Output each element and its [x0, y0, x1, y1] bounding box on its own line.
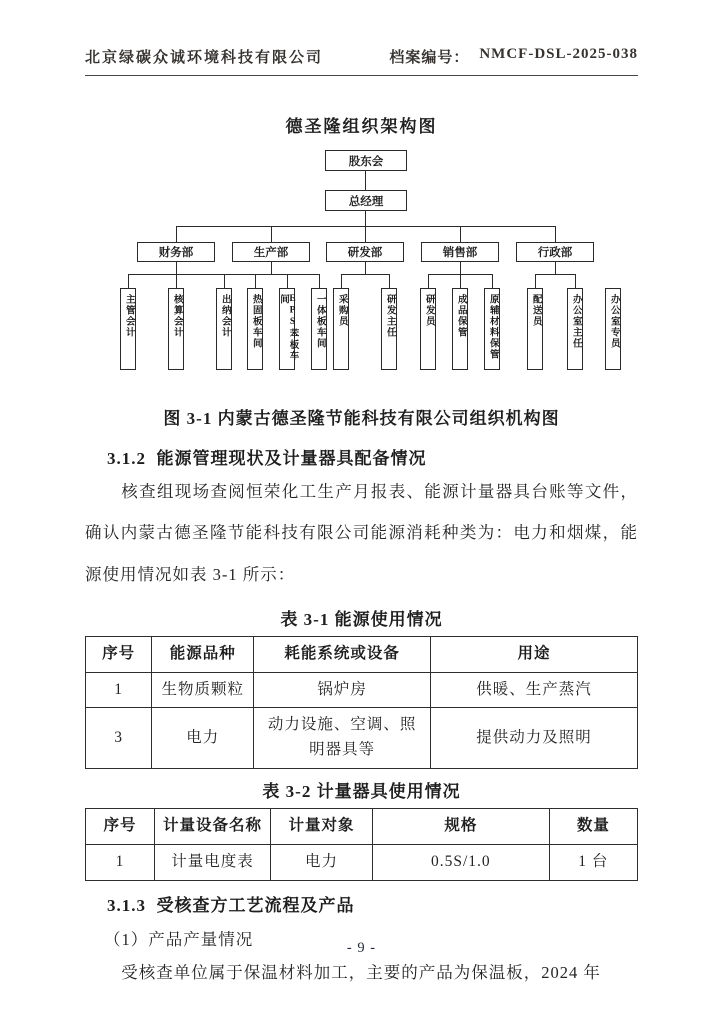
org-node-child: [120, 288, 136, 370]
connector-line: [492, 274, 493, 288]
org-node-child: [278, 288, 298, 370]
org-node-dept-sales: 销售部: [421, 242, 499, 262]
connector-line: [176, 274, 177, 288]
connector-line: [365, 262, 366, 274]
org-node-child: [484, 288, 500, 370]
table-header-cell: 耗能系统或设备: [254, 636, 431, 672]
table-row: [86, 844, 638, 880]
connector-line: [555, 226, 556, 242]
connector-line: [575, 274, 576, 288]
org-node-child: [381, 288, 397, 370]
org-node-child-label: 办公室主任: [570, 294, 581, 349]
org-node-child-label: 采购员: [336, 294, 347, 327]
connector-line: [287, 274, 288, 288]
connector-line: [176, 262, 177, 274]
table-row: [86, 708, 638, 769]
table-header-cell: 规格: [373, 808, 550, 844]
connector-line: [341, 274, 389, 275]
connector-line: [176, 226, 177, 242]
connector-line: [460, 274, 461, 288]
org-chart: [85, 108, 638, 408]
org-node-child: [605, 288, 621, 370]
connector-line: [365, 226, 366, 242]
org-node-dept-production: 生产部: [232, 242, 310, 262]
org-node-child-label: EPS苯板车间: [278, 294, 298, 362]
org-node-child-label: 热固板车间: [250, 294, 261, 349]
table-cell: 供暖、生产蒸汽: [430, 672, 637, 708]
connector-line: [341, 274, 342, 288]
connector-line: [271, 226, 272, 242]
table-3-1-title: 表 3-1 能源使用情况: [280, 609, 443, 629]
table-header-row: [86, 808, 638, 844]
table-cell: 锅炉房: [254, 672, 431, 708]
org-node-child: [527, 288, 543, 370]
connector-line: [365, 211, 366, 226]
connector-line: [319, 274, 320, 288]
org-node-child: [168, 288, 184, 370]
table-3-2-title: 表 3-2 计量器具使用情况: [262, 781, 461, 801]
section-heading-313: 3.1.3 受核查方工艺流程及产品: [107, 895, 355, 915]
connector-line: [460, 226, 461, 242]
table-cell: 1 台: [549, 844, 637, 880]
table-cell: 动力设施、空调、照明器具等: [254, 708, 431, 769]
connector-line: [128, 274, 129, 288]
company-name: 北京绿碳众诚环境科技有限公司: [85, 50, 324, 66]
org-node-child-label: 研发主任: [384, 294, 395, 338]
paragraph-312: 核查组现场查阅恒荣化工生产月报表、能源计量器具台账等文件，确认内蒙古德圣隆节能科技有限公司能源消耗种类为：电力和烟煤，能源使用情况如表 3-1 所示：: [85, 482, 638, 584]
table-header-cell: 能源品种: [152, 636, 254, 672]
connector-line: [223, 274, 319, 275]
org-node-dept-admin: 行政部: [516, 242, 594, 262]
table-header-cell: 计量对象: [270, 808, 372, 844]
connector-line: [224, 274, 225, 288]
org-node-child: [247, 288, 263, 370]
org-node-child: [567, 288, 583, 370]
org-node-child-label: 一体板车间: [314, 294, 325, 349]
archive-label: 档案编号：: [389, 50, 470, 66]
connector-line: [428, 274, 429, 288]
org-node-child-label: 核算会计: [171, 294, 182, 338]
org-node-child: [216, 288, 232, 370]
org-node-shareholders: 股东会: [325, 150, 407, 171]
org-node-child: [311, 288, 327, 370]
table-cell: 0.5S/1.0: [373, 844, 550, 880]
org-node-child: [333, 288, 349, 370]
archive-number: NMCF-DSL-2025-038: [479, 46, 638, 62]
connector-line: [389, 274, 390, 288]
table-header-cell: 数量: [549, 808, 637, 844]
table-cell: 1: [86, 844, 155, 880]
table-header-cell: 序号: [86, 636, 152, 672]
connector-line: [271, 262, 272, 274]
table-row: [86, 672, 638, 708]
connector-line: [535, 274, 575, 275]
connector-line: [535, 274, 536, 288]
paragraph-313: 受核查单位属于保温材料加工，主要的产品为保温板，2024 年: [121, 962, 601, 982]
org-node-child-label: 办公室专员: [608, 294, 619, 349]
table-cell: 提供动力及照明: [430, 708, 637, 769]
org-chart-title: 德圣隆组织架构图: [285, 117, 438, 136]
content-area: [85, 440, 638, 993]
table-cell: 计量电度表: [155, 844, 271, 880]
table-cell: 3: [86, 708, 152, 769]
table-header-cell: 计量设备名称: [155, 808, 271, 844]
page-number: - 9 -: [346, 940, 377, 956]
connector-line: [365, 171, 366, 190]
org-node-child-label: 研发员: [423, 294, 434, 327]
connector-line: [460, 262, 461, 274]
figure-caption: 图 3-1 内蒙古德圣隆节能科技有限公司组织机构图: [163, 409, 560, 428]
table-3-1: [85, 636, 638, 769]
table-header-cell: 序号: [86, 808, 155, 844]
org-node-general-manager: 总经理: [325, 190, 407, 211]
table-cell: 电力: [270, 844, 372, 880]
org-node-child-label: 成品保管: [455, 294, 466, 338]
doc-header: [85, 46, 638, 76]
archive-id: [389, 46, 638, 67]
table-header-cell: 用途: [430, 636, 637, 672]
connector-line: [255, 274, 256, 288]
subheading-product-output: （1）产品产量情况: [104, 929, 254, 949]
org-node-dept-finance: 财务部: [137, 242, 215, 262]
table-cell: 电力: [152, 708, 254, 769]
org-node-child-label: 主管会计: [123, 294, 134, 338]
section-heading-312: 3.1.2 能源管理现状及计量器具配备情况: [107, 449, 427, 468]
connector-line: [555, 262, 556, 274]
org-node-child-label: 原辅材料保管: [487, 294, 498, 360]
table-cell: 1: [86, 672, 152, 708]
org-node-child-label: 出纳会计: [219, 294, 230, 338]
org-node-child: [452, 288, 468, 370]
org-node-child: [420, 288, 436, 370]
org-node-child-label: 配送员: [530, 294, 541, 327]
table-cell: 生物质颗粒: [152, 672, 254, 708]
table-3-2: [85, 808, 638, 881]
org-node-dept-rnd: 研发部: [326, 242, 404, 262]
table-header-row: [86, 636, 638, 672]
